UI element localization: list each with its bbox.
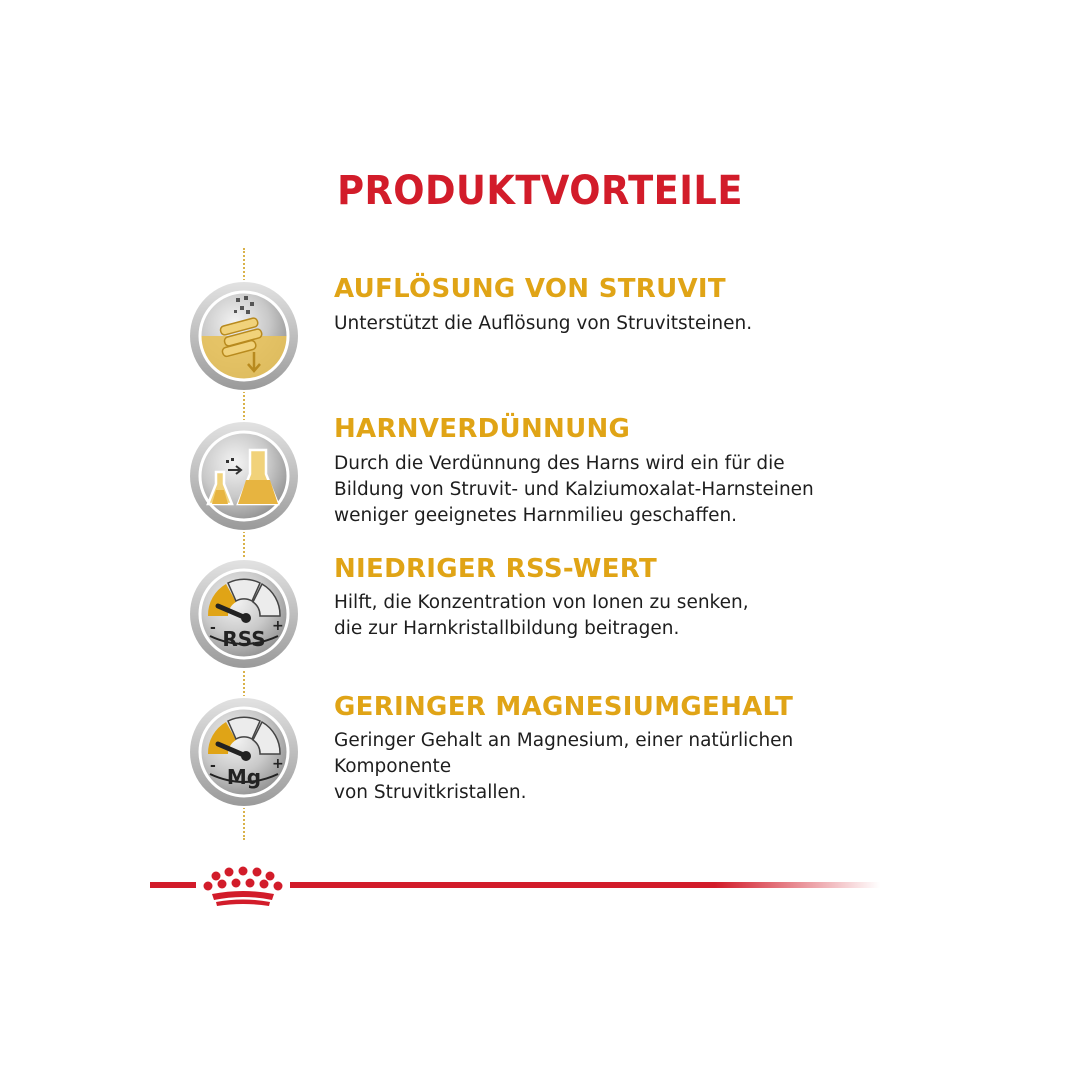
gauge-label: RSS bbox=[222, 627, 266, 651]
benefit-title: HARNVERDÜNNUNG bbox=[334, 414, 631, 444]
gauge-plus-sign: + bbox=[272, 756, 284, 772]
benefit-title: AUFLÖSUNG VON STRUVIT bbox=[334, 274, 726, 304]
benefit-description bbox=[334, 590, 894, 642]
benefit-title: GERINGER MAGNESIUMGEHALT bbox=[334, 692, 794, 722]
benefit-description bbox=[334, 311, 894, 337]
rss-gauge-icon bbox=[186, 556, 302, 672]
gauge-minus-sign: - bbox=[210, 758, 216, 774]
description-line: Geringer Gehalt an Magnesium, einer natürlichen bbox=[334, 730, 794, 751]
description-line: die zur Harnkristallbildung beitragen. bbox=[334, 618, 680, 639]
description-line: Hilft, die Konzentration von Ionen zu senken, bbox=[334, 592, 749, 613]
benefit-title: NIEDRIGER RSS-WERT bbox=[334, 554, 657, 584]
description-line: von Struvitkristallen. bbox=[334, 782, 527, 803]
red-bar-left bbox=[150, 882, 196, 888]
royal-crown-logo bbox=[204, 867, 283, 907]
magnesium-gauge-icon bbox=[186, 694, 302, 810]
struvite-dissolution-icon bbox=[186, 278, 302, 394]
description-line: Bildung von Struvit- und Kalziumoxalat-Harnsteinen bbox=[334, 479, 814, 500]
description-line: Unterstützt die Auflösung von Struvitsteinen. bbox=[334, 313, 753, 334]
red-bar-right bbox=[290, 882, 880, 888]
benefit-description bbox=[334, 451, 894, 529]
description-line: weniger geeignetes Harnmilieu geschaffen. bbox=[334, 505, 738, 526]
page-title: PRODUKTVORTEILE bbox=[337, 168, 743, 214]
gauge-plus-sign: + bbox=[272, 618, 284, 634]
brand-footer-bar bbox=[150, 862, 880, 912]
description-line: Durch die Verdünnung des Harns wird ein für die bbox=[334, 453, 785, 474]
urine-dilution-icon bbox=[186, 418, 302, 534]
benefit-description bbox=[334, 728, 894, 806]
description-line: Komponente bbox=[334, 756, 452, 777]
gauge-label: Mg bbox=[226, 765, 262, 789]
gauge-minus-sign: - bbox=[210, 620, 216, 636]
